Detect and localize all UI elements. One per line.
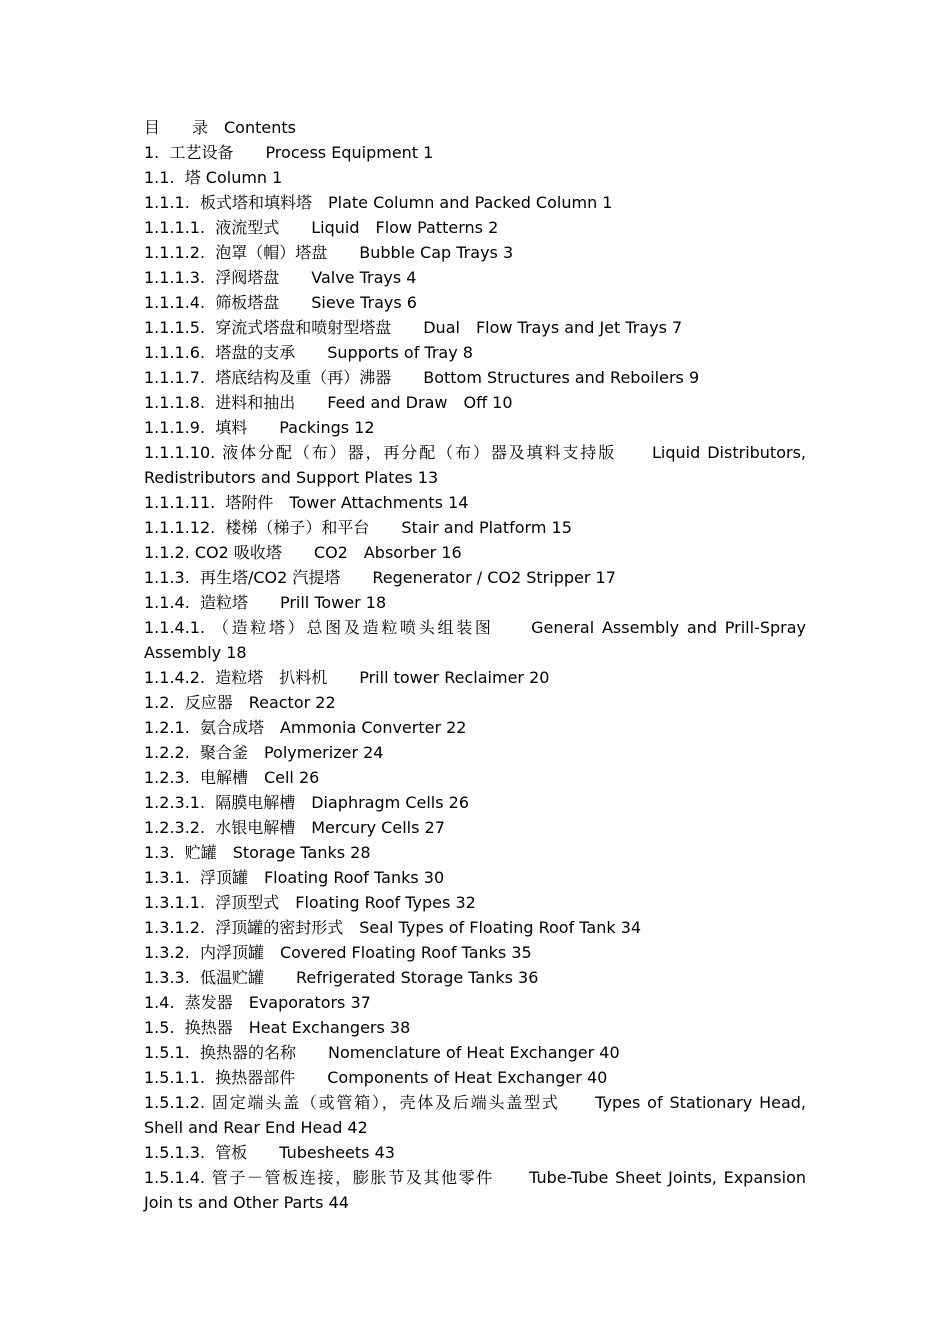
toc-entry-continuation: Join ts and Other Parts 44 [144, 1193, 349, 1212]
toc-entry: 1.2.2. 聚合釜 Polymerizer 24 [144, 743, 384, 762]
toc-entry: 1.5.1.3. 管板 Tubesheets 43 [144, 1143, 395, 1162]
toc-entry-wrapped: 1.1.4.1. （造粒塔）总图及造粒喷头组装图 General Assembly and Prill-Spray [144, 618, 806, 637]
toc-entry: 1.3.2. 内浮顶罐 Covered Floating Roof Tanks 35 [144, 943, 532, 962]
toc-entry: 1.2.3. 电解槽 Cell 26 [144, 768, 320, 787]
toc-entry-continuation: Redistributors and Support Plates 13 [144, 468, 439, 487]
toc-entry: 1.5.1.1. 换热器部件 Components of Heat Exchanger 40 [144, 1068, 608, 1087]
toc-entry: 1. 工艺设备 Process Equipment 1 [144, 143, 434, 162]
toc-entry: 1.1.1.5. 穿流式塔盘和喷射型塔盘 Dual Flow Trays and Jet Trays 7 [144, 318, 683, 337]
toc-list [144, 140, 806, 1215]
toc-entry: 1.1. 塔 Column 1 [144, 168, 283, 187]
toc-entry-continuation: Assembly 18 [144, 643, 247, 662]
toc-page [144, 115, 806, 1215]
toc-entry: 1.3.1. 浮顶罐 Floating Roof Tanks 30 [144, 868, 445, 887]
toc-entry: 1.2.1. 氨合成塔 Ammonia Converter 22 [144, 718, 467, 737]
toc-entry: 1.3.1.1. 浮顶型式 Floating Roof Types 32 [144, 893, 476, 912]
toc-entry: 1.1.4.2. 造粒塔 扒料机 Prill tower Reclaimer 20 [144, 668, 550, 687]
toc-entry: 1.5. 换热器 Heat Exchangers 38 [144, 1018, 411, 1037]
toc-entry: 1.1.1.12. 楼梯（梯子）和平台 Stair and Platform 15 [144, 518, 572, 537]
toc-entry: 1.5.1. 换热器的名称 Nomenclature of Heat Exchanger 40 [144, 1043, 620, 1062]
toc-entry-wrapped: 1.1.1.10. 液体分配（布）器，再分配（布）器及填料支持版 Liquid Distributors, [144, 443, 806, 462]
toc-entry: 1.1.2. CO2 吸收塔 CO2 Absorber 16 [144, 543, 462, 562]
toc-entry: 1.1.1.3. 浮阀塔盘 Valve Trays 4 [144, 268, 417, 287]
toc-entry: 1.1.3. 再生塔/CO2 汽提塔 Regenerator / CO2 Stripper 17 [144, 568, 616, 587]
toc-entry: 1.1.1. 板式塔和填料塔 Plate Column and Packed Column 1 [144, 193, 613, 212]
toc-entry: 1.1.4. 造粒塔 Prill Tower 18 [144, 593, 387, 612]
toc-entry: 1.1.1.9. 填料 Packings 12 [144, 418, 375, 437]
toc-entry: 1.2.3.2. 水银电解槽 Mercury Cells 27 [144, 818, 445, 837]
toc-entry: 1.1.1.11. 塔附件 Tower Attachments 14 [144, 493, 469, 512]
toc-entry: 1.4. 蒸发器 Evaporators 37 [144, 993, 371, 1012]
toc-entry: 1.1.1.2. 泡罩（帽）塔盘 Bubble Cap Trays 3 [144, 243, 514, 262]
toc-entry: 1.3. 贮罐 Storage Tanks 28 [144, 843, 371, 862]
toc-entry-continuation: Shell and Rear End Head 42 [144, 1118, 368, 1137]
toc-entry-wrapped: 1.5.1.4. 管子－管板连接，膨胀节及其他零件 Tube-Tube Sheet Joints, Expansion [144, 1168, 806, 1187]
toc-entry: 1.2.3.1. 隔膜电解槽 Diaphragm Cells 26 [144, 793, 470, 812]
toc-entry: 1.3.3. 低温贮罐 Refrigerated Storage Tanks 36 [144, 968, 539, 987]
toc-entry-wrapped: 1.5.1.2. 固定端头盖（或管箱），壳体及后端头盖型式 Types of Stationary Head, [144, 1093, 806, 1112]
toc-entry: 1.1.1.1. 液流型式 Liquid Flow Patterns 2 [144, 218, 499, 237]
toc-entry: 1.2. 反应器 Reactor 22 [144, 693, 336, 712]
toc-title: 目 录 Contents [144, 118, 296, 137]
toc-entry: 1.1.1.6. 塔盘的支承 Supports of Tray 8 [144, 343, 473, 362]
toc-entry: 1.3.1.2. 浮顶罐的密封形式 Seal Types of Floating Roof Tank 34 [144, 918, 642, 937]
toc-entry: 1.1.1.4. 筛板塔盘 Sieve Trays 6 [144, 293, 417, 312]
toc-entry: 1.1.1.7. 塔底结构及重（再）沸器 Bottom Structures and Reboilers 9 [144, 368, 700, 387]
toc-entry: 1.1.1.8. 进料和抽出 Feed and Draw Off 10 [144, 393, 513, 412]
